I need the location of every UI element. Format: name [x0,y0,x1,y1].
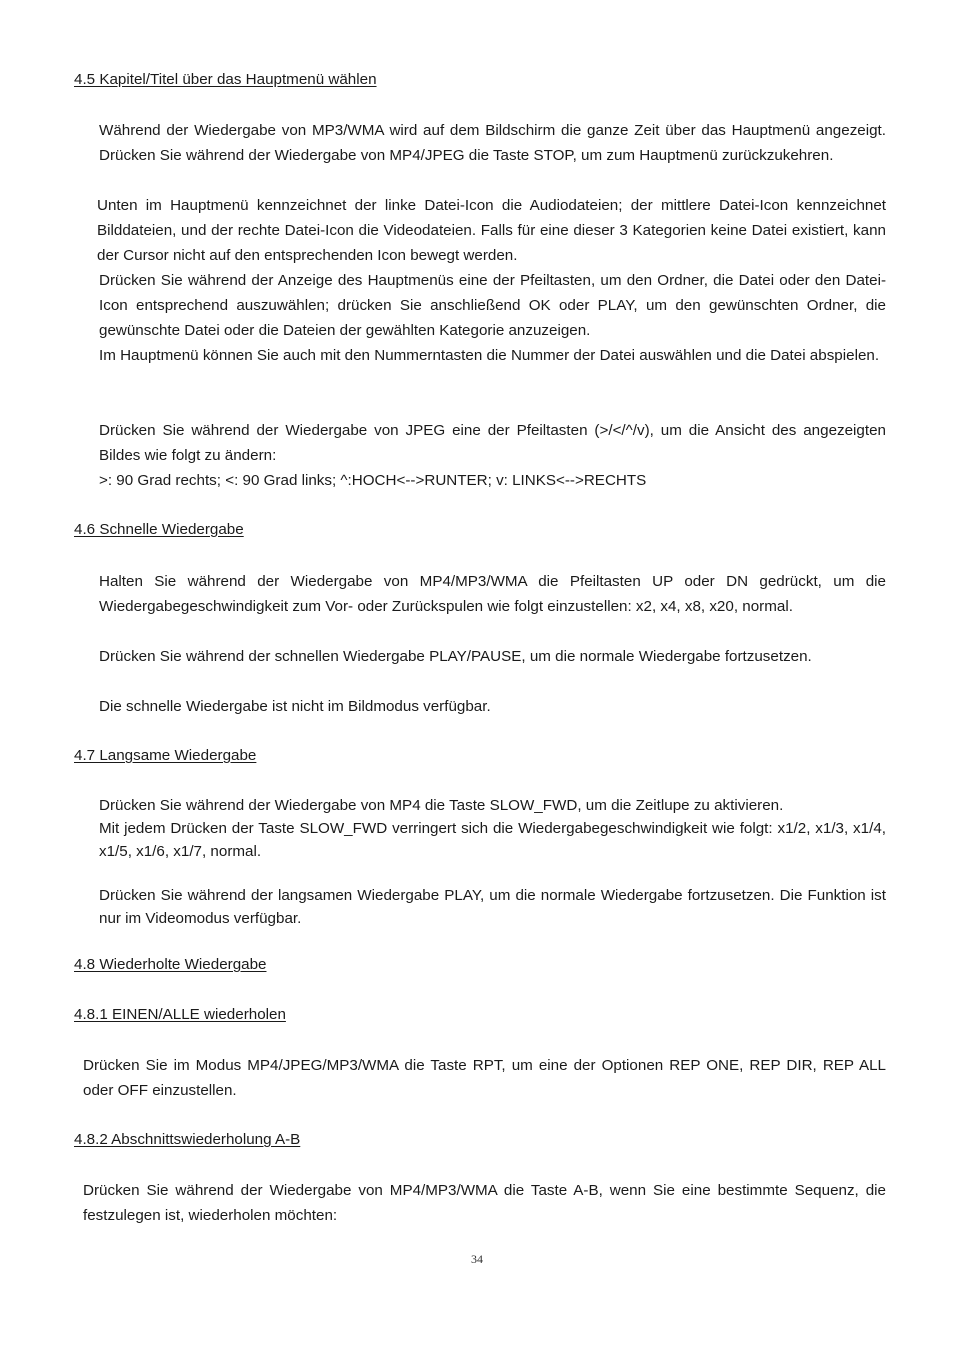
paragraph: Im Hauptmenü können Sie auch mit den Nummerntasten die Nummer der Datei auswählen und die Datei abspielen. [99,347,880,364]
section-heading-4-7: 4.7 Langsame Wiedergabe [74,747,257,764]
section-heading-4-8-1: 4.8.1 EINEN/ALLE wiederholen [74,1006,286,1023]
paragraph: Drücken Sie während der Wiedergabe von MP4 die Taste SLOW_FWD, um die Zeitlupe zu aktivieren. [99,797,784,814]
paragraph: Während der Wiedergabe von MP3/WMA wird auf dem Bildschirm die ganze Zeit über das Hauptmenü angezeigt. Drücken Sie während der Wiedergabe von MP4/JPEG die Taste STOP, um zum Hauptmenü zurückzukehren. [99,122,886,164]
section-heading-4-8: 4.8 Wiederholte Wiedergabe [74,956,267,973]
paragraph: Drücken Sie während der schnellen Wiedergabe PLAY/PAUSE, um die normale Wiedergabe fortzusetzen. [99,648,812,665]
paragraph: Die schnelle Wiedergabe ist nicht im Bildmodus verfügbar. [99,698,491,715]
paragraph: Drücken Sie während der langsamen Wiedergabe PLAY, um die normale Wiedergabe fortzusetzen. Die Funktion ist nur im Videomodus verfügbar. [99,887,886,927]
paragraph: Drücken Sie während der Wiedergabe von MP4/MP3/WMA die Taste A-B, wenn Sie eine bestimmte Sequenz, die festzulegen ist, wiederholen möchten: [83,1182,886,1224]
paragraph: Drücken Sie während der Anzeige des Hauptmenüs eine der Pfeiltasten, um den Ordner, die Datei oder den Datei-Icon entsprechend auszuwählen; drücken Sie anschließend OK oder PLAY, um den gewünschten Ordner, die gewünschte Datei oder die Dateien der gewählten Kategorie anzuzeigen. [99,272,886,339]
paragraph: Unten im Hauptmenü kennzeichnet der linke Datei-Icon die Audiodateien; der mittlere Datei-Icon kennzeichnet Bilddateien, und der rechte Datei-Icon die Videodateien. Falls für eine dieser 3 Kategorien keine Datei existiert, kann der Cursor nicht auf den entsprechenden Icon bewegt werden. [97,197,886,264]
paragraph: Drücken Sie während der Wiedergabe von JPEG eine der Pfeiltasten (>/</^/v), um die Ansicht des angezeigten Bildes wie folgt zu ändern: [99,422,886,464]
paragraph: Drücken Sie im Modus MP4/JPEG/MP3/WMA die Taste RPT, um eine der Optionen REP ONE, REP DIR, REP ALL oder OFF einzustellen. [83,1057,886,1099]
section-heading-4-6: 4.6 Schnelle Wiedergabe [74,521,244,538]
section-heading-4-5: 4.5 Kapitel/Titel über das Hauptmenü wählen [74,71,377,88]
paragraph: Mit jedem Drücken der Taste SLOW_FWD verringert sich die Wiedergabegeschwindigkeit wie folgt: x1/2, x1/3, x1/4, x1/5, x1/6, x1/7, normal. [99,820,886,860]
page-number: 34 [471,1252,483,1266]
paragraph: >: 90 Grad rechts; <: 90 Grad links; ^:HOCH<-->RUNTER; v: LINKS<-->RECHTS [99,472,647,489]
section-heading-4-8-2: 4.8.2 Abschnittswiederholung A-B [74,1131,301,1148]
paragraph: Halten Sie während der Wiedergabe von MP4/MP3/WMA die Pfeiltasten UP oder DN gedrückt, um die Wiedergabegeschwindigkeit zum Vor- oder Zurückspulen wie folgt einzustellen: x2, x4, x8, x20, normal. [99,573,886,615]
